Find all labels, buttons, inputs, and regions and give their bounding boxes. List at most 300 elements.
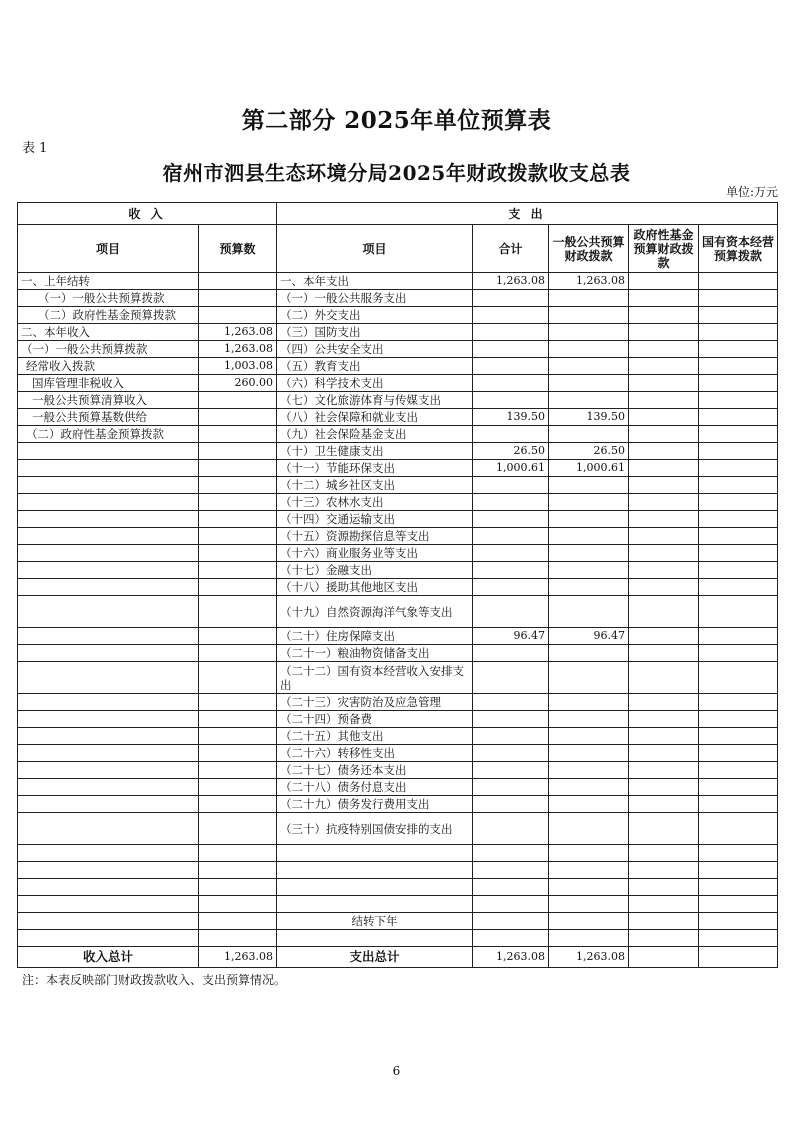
income-value-cell: 1,263.08 bbox=[199, 324, 277, 341]
income-item-cell: 二、本年收入 bbox=[18, 324, 199, 341]
expense-general-cell: 1,000.61 bbox=[549, 460, 629, 477]
expense-capital-cell bbox=[699, 762, 778, 779]
expense-capital-cell bbox=[699, 307, 778, 324]
expense-total-cell bbox=[473, 813, 549, 845]
expense-capital-cell bbox=[699, 879, 778, 896]
table-row bbox=[18, 728, 778, 745]
expense-total-cell bbox=[473, 545, 549, 562]
expense-total-cell bbox=[473, 645, 549, 662]
income-item-cell bbox=[18, 896, 199, 913]
expense-general-cell bbox=[549, 645, 629, 662]
income-item-cell bbox=[18, 579, 199, 596]
expense-total-cell bbox=[473, 477, 549, 494]
expense-item-cell bbox=[277, 896, 473, 913]
expense-total-value: 1,263.08 bbox=[473, 947, 549, 968]
expense-total-cell bbox=[473, 392, 549, 409]
expense-capital-cell bbox=[699, 494, 778, 511]
expense-capital-cell bbox=[699, 477, 778, 494]
expense-fund-cell bbox=[629, 426, 699, 443]
expense-general-cell bbox=[549, 290, 629, 307]
expense-capital-cell bbox=[699, 728, 778, 745]
expense-section-header: 支 出 bbox=[277, 203, 778, 225]
income-item-cell: 国库管理非税收入 bbox=[18, 375, 199, 392]
expense-total-cell bbox=[473, 375, 549, 392]
expense-total-label: 支出总计 bbox=[277, 947, 473, 968]
expense-total-cell bbox=[473, 341, 549, 358]
income-value-cell bbox=[199, 779, 277, 796]
part-title: 第二部分 2025年单位预算表 bbox=[241, 107, 552, 134]
table-row bbox=[18, 813, 778, 845]
income-value-cell bbox=[199, 645, 277, 662]
income-value-cell: 1,003.08 bbox=[199, 358, 277, 375]
expense-total-cell bbox=[473, 896, 549, 913]
expense-capital-cell bbox=[699, 645, 778, 662]
income-value-cell bbox=[199, 796, 277, 813]
income-item-cell: 一、上年结转 bbox=[18, 273, 199, 290]
expense-item-cell: 一、本年支出 bbox=[277, 273, 473, 290]
income-value-cell bbox=[199, 511, 277, 528]
expense-item-cell bbox=[277, 879, 473, 896]
table-row bbox=[18, 511, 778, 528]
expense-total-cell bbox=[473, 511, 549, 528]
table-row bbox=[18, 545, 778, 562]
expense-total-cell bbox=[473, 796, 549, 813]
expense-general-cell bbox=[549, 930, 629, 947]
expense-total-cell bbox=[473, 562, 549, 579]
expense-total-cell bbox=[473, 494, 549, 511]
expense-item-cell: （二十五）其他支出 bbox=[277, 728, 473, 745]
expense-item-cell: （十四）交通运输支出 bbox=[277, 511, 473, 528]
income-item-cell bbox=[18, 477, 199, 494]
income-value-cell bbox=[199, 494, 277, 511]
table-row bbox=[18, 494, 778, 511]
table-row bbox=[18, 930, 778, 947]
income-item-cell: （二）政府性基金预算拨款 bbox=[18, 307, 199, 324]
expense-general-cell bbox=[549, 796, 629, 813]
expense-item-cell: （一）一般公共服务支出 bbox=[277, 290, 473, 307]
expense-item-cell: （三）国防支出 bbox=[277, 324, 473, 341]
income-item-cell: （一）一般公共预算拨款 bbox=[18, 290, 199, 307]
income-item-cell bbox=[18, 913, 199, 930]
expense-capital-cell bbox=[699, 375, 778, 392]
expense-total-cell bbox=[473, 694, 549, 711]
income-value-cell bbox=[199, 443, 277, 460]
table-row bbox=[18, 596, 778, 628]
income-item-cell bbox=[18, 628, 199, 645]
expense-general-cell bbox=[549, 579, 629, 596]
income-item-cell: （一）一般公共预算拨款 bbox=[18, 341, 199, 358]
income-item-cell bbox=[18, 845, 199, 862]
income-total-value: 1,263.08 bbox=[199, 947, 277, 968]
expense-fund-cell bbox=[629, 460, 699, 477]
table-row bbox=[18, 392, 778, 409]
expense-capital-cell bbox=[699, 409, 778, 426]
expense-capital-cell bbox=[699, 358, 778, 375]
expense-fund-cell bbox=[629, 762, 699, 779]
expense-capital-cell bbox=[699, 460, 778, 477]
expense-general-cell bbox=[549, 896, 629, 913]
expense-capital-cell bbox=[699, 845, 778, 862]
expense-general-cell bbox=[549, 324, 629, 341]
expense-capital-cell bbox=[699, 324, 778, 341]
income-value-cell bbox=[199, 662, 277, 694]
expense-fund-cell bbox=[629, 645, 699, 662]
income-value-cell bbox=[199, 879, 277, 896]
table-row bbox=[18, 711, 778, 728]
table-row bbox=[18, 324, 778, 341]
expense-item-cell: 结转下年 bbox=[277, 913, 473, 930]
income-value-cell bbox=[199, 460, 277, 477]
income-value-cell bbox=[199, 409, 277, 426]
income-item-cell: 一般公共预算基数供给 bbox=[18, 409, 199, 426]
income-section-header: 收 入 bbox=[18, 203, 277, 225]
expense-item-cell: （二十）住房保障支出 bbox=[277, 628, 473, 645]
expense-general-cell bbox=[549, 511, 629, 528]
income-item-cell bbox=[18, 879, 199, 896]
expense-general-total-value: 1,263.08 bbox=[549, 947, 629, 968]
expense-general-cell bbox=[549, 662, 629, 694]
expense-general-cell bbox=[549, 862, 629, 879]
expense-item-cell bbox=[277, 862, 473, 879]
expense-capital-cell bbox=[699, 628, 778, 645]
table-row bbox=[18, 845, 778, 862]
table-body bbox=[18, 273, 778, 947]
expense-item-cell: （十三）农林水支出 bbox=[277, 494, 473, 511]
expense-capital-cell bbox=[699, 711, 778, 728]
income-value-cell bbox=[199, 562, 277, 579]
income-item-cell: 经常收入拨款 bbox=[18, 358, 199, 375]
income-value-cell bbox=[199, 745, 277, 762]
expense-capital-cell bbox=[699, 913, 778, 930]
table-row bbox=[18, 862, 778, 879]
expense-capital-cell bbox=[699, 862, 778, 879]
table-row bbox=[18, 358, 778, 375]
expense-fund-cell bbox=[629, 358, 699, 375]
expense-capital-cell bbox=[699, 528, 778, 545]
expense-general-cell bbox=[549, 694, 629, 711]
expense-item-cell: （九）社会保险基金支出 bbox=[277, 426, 473, 443]
unit-label: 单位:万元 bbox=[725, 185, 778, 199]
expense-general-cell bbox=[549, 307, 629, 324]
expense-general-cell bbox=[549, 779, 629, 796]
expense-total-cell bbox=[473, 711, 549, 728]
income-item-cell bbox=[18, 728, 199, 745]
expense-capital-total-value bbox=[699, 947, 778, 968]
expense-general-cell bbox=[549, 913, 629, 930]
income-budget-header: 预算数 bbox=[199, 225, 277, 273]
income-value-cell bbox=[199, 392, 277, 409]
expense-total-cell bbox=[473, 324, 549, 341]
expense-total-cell bbox=[473, 528, 549, 545]
expense-fund-cell bbox=[629, 813, 699, 845]
income-item-cell bbox=[18, 443, 199, 460]
expense-general-cell bbox=[549, 562, 629, 579]
expense-total-cell bbox=[473, 596, 549, 628]
income-value-cell bbox=[199, 845, 277, 862]
expense-item-cell bbox=[277, 930, 473, 947]
expense-fund-cell bbox=[629, 511, 699, 528]
expense-item-cell: （二十六）转移性支出 bbox=[277, 745, 473, 762]
expense-capital-cell bbox=[699, 796, 778, 813]
expense-fund-cell bbox=[629, 375, 699, 392]
income-item-cell bbox=[18, 762, 199, 779]
general-budget-header: 一般公共预算财政拨款 bbox=[549, 225, 629, 273]
expense-fund-cell bbox=[629, 711, 699, 728]
expense-capital-cell bbox=[699, 745, 778, 762]
expense-total-cell bbox=[473, 745, 549, 762]
expense-item-cell: （八）社会保障和就业支出 bbox=[277, 409, 473, 426]
table-row bbox=[18, 341, 778, 358]
expense-item-cell: （十二）城乡社区支出 bbox=[277, 477, 473, 494]
expense-general-cell bbox=[549, 545, 629, 562]
state-capital-header: 国有资本经营预算拨款 bbox=[699, 225, 778, 273]
expense-capital-cell bbox=[699, 443, 778, 460]
expense-total-cell bbox=[473, 845, 549, 862]
page-number: 6 bbox=[392, 1064, 401, 1078]
expense-general-cell bbox=[549, 711, 629, 728]
income-value-cell bbox=[199, 930, 277, 947]
income-item-cell bbox=[18, 779, 199, 796]
expense-general-cell bbox=[549, 528, 629, 545]
expense-fund-cell bbox=[629, 307, 699, 324]
expense-fund-cell bbox=[629, 528, 699, 545]
expense-item-cell: （四）公共安全支出 bbox=[277, 341, 473, 358]
income-item-header: 项目 bbox=[18, 225, 199, 273]
table-row bbox=[18, 528, 778, 545]
expense-total-cell bbox=[473, 728, 549, 745]
expense-capital-cell bbox=[699, 579, 778, 596]
expense-general-cell bbox=[549, 477, 629, 494]
expense-fund-cell bbox=[629, 628, 699, 645]
expense-capital-cell bbox=[699, 426, 778, 443]
income-item-cell bbox=[18, 662, 199, 694]
expense-general-cell: 26.50 bbox=[549, 443, 629, 460]
income-item-cell bbox=[18, 645, 199, 662]
expense-capital-cell bbox=[699, 930, 778, 947]
income-value-cell bbox=[199, 307, 277, 324]
expense-general-cell bbox=[549, 375, 629, 392]
expense-general-cell bbox=[549, 845, 629, 862]
expense-general-cell bbox=[549, 813, 629, 845]
total-header: 合计 bbox=[473, 225, 549, 273]
income-value-cell bbox=[199, 596, 277, 628]
expense-total-cell bbox=[473, 879, 549, 896]
income-item-cell bbox=[18, 528, 199, 545]
expense-item-cell: （十七）金融支出 bbox=[277, 562, 473, 579]
income-item-cell bbox=[18, 562, 199, 579]
expense-item-cell: （二十一）粮油物资储备支出 bbox=[277, 645, 473, 662]
expense-capital-cell bbox=[699, 290, 778, 307]
income-value-cell: 260.00 bbox=[199, 375, 277, 392]
expense-item-cell: （十五）资源勘探信息等支出 bbox=[277, 528, 473, 545]
table-row bbox=[18, 762, 778, 779]
table-title: 宿州市泗县生态环境分局2025年财政拨款收支总表 bbox=[162, 161, 631, 185]
expense-fund-cell bbox=[629, 579, 699, 596]
income-item-cell bbox=[18, 711, 199, 728]
expense-item-cell: （十八）援助其他地区支出 bbox=[277, 579, 473, 596]
expense-fund-cell bbox=[629, 745, 699, 762]
expense-fund-cell bbox=[629, 341, 699, 358]
income-value-cell bbox=[199, 545, 277, 562]
expense-total-cell bbox=[473, 290, 549, 307]
income-value-cell bbox=[199, 528, 277, 545]
expense-fund-cell bbox=[629, 273, 699, 290]
income-total-label: 收入总计 bbox=[18, 947, 199, 968]
income-value-cell bbox=[199, 477, 277, 494]
budget-table bbox=[17, 202, 778, 968]
header-row-columns bbox=[18, 225, 778, 273]
expense-capital-cell bbox=[699, 596, 778, 628]
gov-fund-header: 政府性基金预算财政拨款 bbox=[629, 225, 699, 273]
expense-item-cell: （五）教育支出 bbox=[277, 358, 473, 375]
income-value-cell bbox=[199, 273, 277, 290]
expense-capital-cell bbox=[699, 562, 778, 579]
expense-item-cell: （三十）抗疫特别国债安排的支出 bbox=[277, 813, 473, 845]
table-row bbox=[18, 913, 778, 930]
expense-fund-cell bbox=[629, 779, 699, 796]
expense-general-cell bbox=[549, 745, 629, 762]
expense-fund-total-value bbox=[629, 947, 699, 968]
expense-fund-cell bbox=[629, 290, 699, 307]
expense-total-cell bbox=[473, 862, 549, 879]
expense-total-cell: 1,263.08 bbox=[473, 273, 549, 290]
income-value-cell bbox=[199, 579, 277, 596]
income-item-cell: （二）政府性基金预算拨款 bbox=[18, 426, 199, 443]
expense-capital-cell bbox=[699, 662, 778, 694]
expense-general-cell bbox=[549, 426, 629, 443]
expense-total-cell bbox=[473, 779, 549, 796]
income-value-cell bbox=[199, 813, 277, 845]
table-row bbox=[18, 307, 778, 324]
table-row bbox=[18, 896, 778, 913]
income-item-cell bbox=[18, 813, 199, 845]
expense-fund-cell bbox=[629, 862, 699, 879]
expense-item-cell bbox=[277, 845, 473, 862]
income-value-cell bbox=[199, 694, 277, 711]
expense-item-cell: （二十七）债务还本支出 bbox=[277, 762, 473, 779]
expense-total-cell bbox=[473, 762, 549, 779]
table-number: 表 1 bbox=[22, 141, 48, 156]
expense-capital-cell bbox=[699, 511, 778, 528]
table-row bbox=[18, 443, 778, 460]
income-item-cell bbox=[18, 494, 199, 511]
table-row bbox=[18, 745, 778, 762]
income-value-cell bbox=[199, 290, 277, 307]
income-value-cell bbox=[199, 728, 277, 745]
table-row bbox=[18, 662, 778, 694]
income-value-cell bbox=[199, 426, 277, 443]
income-item-cell bbox=[18, 694, 199, 711]
income-item-cell bbox=[18, 511, 199, 528]
expense-fund-cell bbox=[629, 930, 699, 947]
expense-general-cell bbox=[549, 879, 629, 896]
expense-capital-cell bbox=[699, 896, 778, 913]
expense-general-cell bbox=[549, 392, 629, 409]
expense-total-cell bbox=[473, 358, 549, 375]
table-row bbox=[18, 426, 778, 443]
expense-capital-cell bbox=[699, 341, 778, 358]
table-row bbox=[18, 879, 778, 896]
expense-fund-cell bbox=[629, 662, 699, 694]
table-row bbox=[18, 796, 778, 813]
expense-general-cell bbox=[549, 728, 629, 745]
expense-item-cell: （二十三）灾害防治及应急管理 bbox=[277, 694, 473, 711]
expense-capital-cell bbox=[699, 392, 778, 409]
income-item-cell bbox=[18, 796, 199, 813]
table-row bbox=[18, 409, 778, 426]
expense-total-cell bbox=[473, 930, 549, 947]
income-item-cell bbox=[18, 930, 199, 947]
expense-fund-cell bbox=[629, 896, 699, 913]
expense-total-cell: 139.50 bbox=[473, 409, 549, 426]
header-row-top bbox=[18, 203, 778, 225]
table-row bbox=[18, 273, 778, 290]
income-value-cell bbox=[199, 711, 277, 728]
expense-general-cell: 139.50 bbox=[549, 409, 629, 426]
expense-fund-cell bbox=[629, 796, 699, 813]
expense-total-cell bbox=[473, 662, 549, 694]
income-value-cell bbox=[199, 762, 277, 779]
expense-fund-cell bbox=[629, 694, 699, 711]
table-row bbox=[18, 579, 778, 596]
totals-row bbox=[18, 947, 778, 968]
expense-capital-cell bbox=[699, 545, 778, 562]
expense-item-cell: （十九）自然资源海洋气象等支出 bbox=[277, 596, 473, 628]
income-item-cell: 一般公共预算清算收入 bbox=[18, 392, 199, 409]
expense-fund-cell bbox=[629, 443, 699, 460]
table-row bbox=[18, 628, 778, 645]
income-item-cell bbox=[18, 596, 199, 628]
expense-total-cell bbox=[473, 913, 549, 930]
income-value-cell bbox=[199, 896, 277, 913]
expense-general-cell: 1,263.08 bbox=[549, 273, 629, 290]
income-item-cell bbox=[18, 745, 199, 762]
table-row bbox=[18, 562, 778, 579]
table-row bbox=[18, 694, 778, 711]
table-row bbox=[18, 645, 778, 662]
expense-item-header: 项目 bbox=[277, 225, 473, 273]
expense-fund-cell bbox=[629, 409, 699, 426]
income-value-cell bbox=[199, 913, 277, 930]
expense-general-cell bbox=[549, 358, 629, 375]
expense-total-cell: 96.47 bbox=[473, 628, 549, 645]
expense-general-cell bbox=[549, 762, 629, 779]
expense-fund-cell bbox=[629, 562, 699, 579]
expense-item-cell: （十）卫生健康支出 bbox=[277, 443, 473, 460]
expense-total-cell bbox=[473, 579, 549, 596]
expense-item-cell: （六）科学技术支出 bbox=[277, 375, 473, 392]
table-row bbox=[18, 477, 778, 494]
expense-item-cell: （十六）商业服务业等支出 bbox=[277, 545, 473, 562]
expense-fund-cell bbox=[629, 545, 699, 562]
income-item-cell bbox=[18, 862, 199, 879]
expense-item-cell: （二）外交支出 bbox=[277, 307, 473, 324]
expense-total-cell: 26.50 bbox=[473, 443, 549, 460]
expense-fund-cell bbox=[629, 728, 699, 745]
table-row bbox=[18, 290, 778, 307]
expense-general-cell bbox=[549, 596, 629, 628]
expense-fund-cell bbox=[629, 845, 699, 862]
expense-fund-cell bbox=[629, 596, 699, 628]
expense-general-cell bbox=[549, 494, 629, 511]
expense-item-cell: （二十二）国有资本经营收入安排支出 bbox=[277, 662, 473, 694]
table-row bbox=[18, 779, 778, 796]
expense-capital-cell bbox=[699, 273, 778, 290]
expense-total-cell bbox=[473, 307, 549, 324]
expense-fund-cell bbox=[629, 477, 699, 494]
income-value-cell bbox=[199, 628, 277, 645]
expense-fund-cell bbox=[629, 494, 699, 511]
